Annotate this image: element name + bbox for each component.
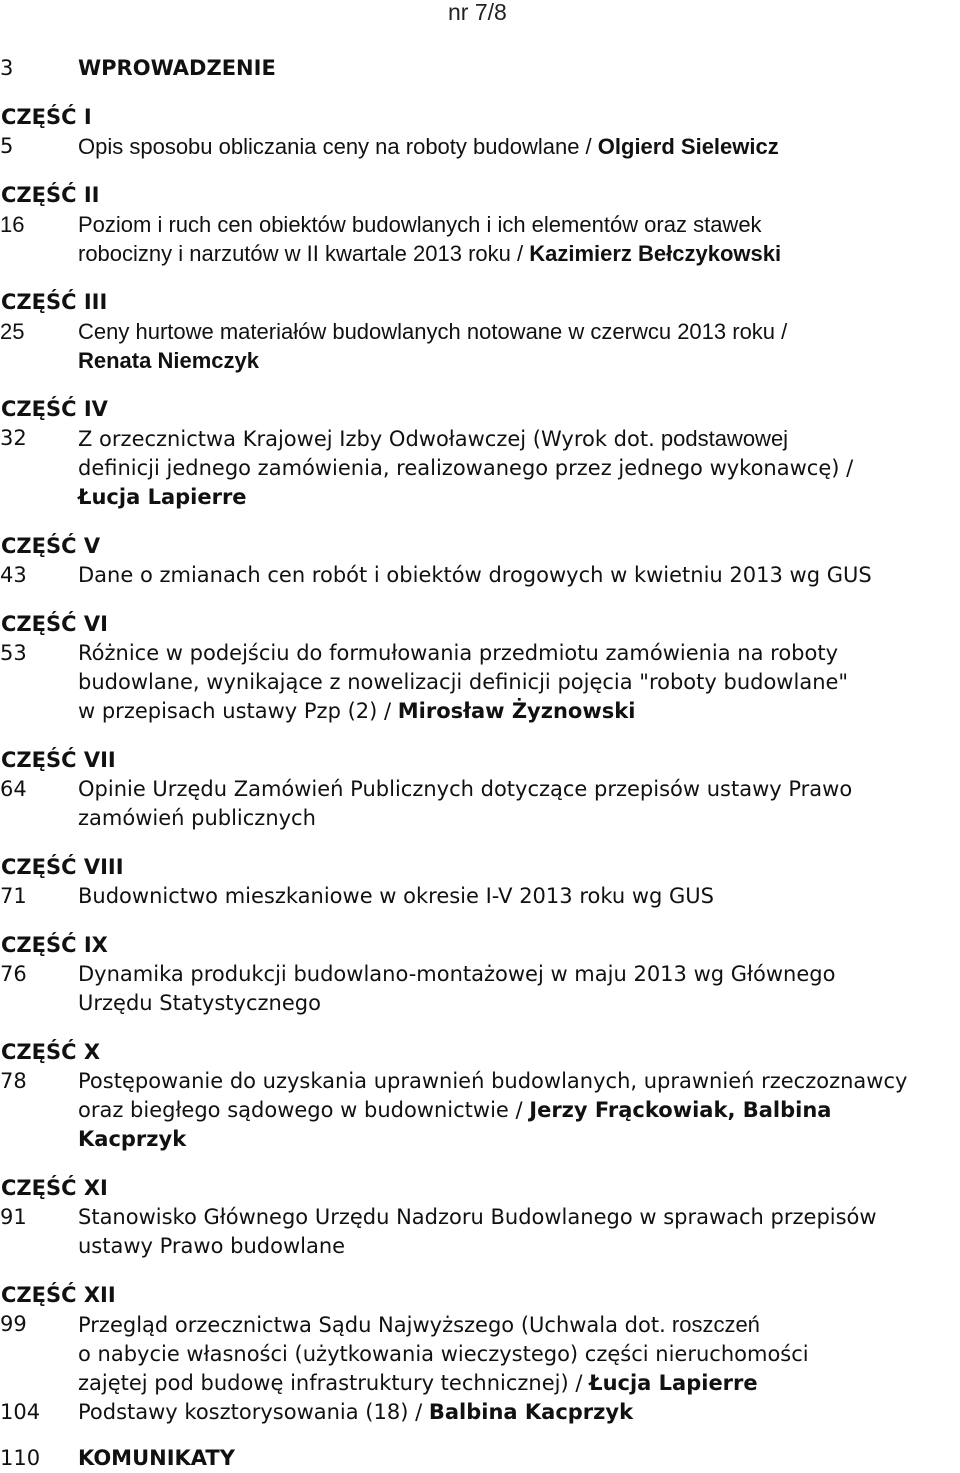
page-ref: 71 bbox=[0, 884, 27, 908]
toc-entry bbox=[0, 1067, 960, 1154]
toc-entry-intro bbox=[0, 54, 960, 83]
toc-entry bbox=[0, 1203, 960, 1261]
part-heading: CZĘŚĆ III bbox=[1, 290, 108, 314]
author: Łucja Lapierre bbox=[589, 1371, 758, 1395]
toc-entry bbox=[0, 775, 960, 833]
page-ref: 25 bbox=[0, 319, 25, 344]
part-heading: CZĘŚĆ VIII bbox=[1, 855, 124, 879]
part-heading: CZĘŚĆ II bbox=[1, 183, 100, 207]
entry-text: Poziom i ruch cen obiektów budowlanych i ich elementów oraz stawek robocizny i narzutów w II kwartale 2013 roku / Kazimierz Bełczykowski bbox=[78, 212, 782, 266]
part-heading: CZĘŚĆ XII bbox=[1, 1283, 116, 1307]
page-ref: 104 bbox=[0, 1400, 41, 1424]
part-heading: CZĘŚĆ I bbox=[1, 105, 92, 129]
part-heading: CZĘŚĆ XI bbox=[1, 1176, 108, 1200]
toc-entry bbox=[0, 1310, 960, 1398]
page-ref: 53 bbox=[0, 641, 27, 665]
page-ref: 76 bbox=[0, 962, 27, 986]
part-heading: CZĘŚĆ VII bbox=[1, 748, 116, 772]
toc-entry bbox=[0, 210, 960, 268]
toc-entry-final bbox=[0, 1444, 960, 1473]
page-ref: 32 bbox=[0, 426, 27, 450]
toc-entry bbox=[0, 639, 960, 726]
page-ref: 110 bbox=[0, 1446, 41, 1470]
page-ref: 16 bbox=[0, 212, 25, 237]
entry-text: Różnice w podejściu do formułowania przedmiotu zamówienia na roboty budowlane, wynikające z nowelizacji definicji pojęcia "roboty budowlane" w przepisach ustawy Pzp (2) / Mirosław Żyznowski bbox=[78, 641, 849, 723]
toc-entry bbox=[0, 424, 960, 512]
author: Balbina Kacprzyk bbox=[428, 1400, 634, 1424]
entry-text: Przegląd orzecznictwa Sądu Najwyższego (Uchwala dot. roszczeń o nabycie własności (użytkowania wieczystego) części nieruchomości zajętej pod budowę infrastruktury technicznej) / Łucja Lapierre bbox=[78, 1312, 809, 1395]
entry-text: Dane o zmianach cen robót i obiektów drogowych w kwietniu 2013 wg GUS bbox=[78, 563, 872, 587]
entry-text: Stanowisko Głównego Urzędu Nadzoru Budowlanego w sprawach przepisów ustawy Prawo budowlane bbox=[78, 1205, 877, 1258]
entry-text: Dynamika produkcji budowlano-montażowej w maju 2013 wg Głównego Urzędu Statystycznego bbox=[78, 962, 836, 1015]
part-heading: CZĘŚĆ IX bbox=[1, 933, 108, 957]
author: Łucja Lapierre bbox=[78, 485, 247, 509]
author: Renata Niemczyk bbox=[78, 348, 259, 373]
toc-entry bbox=[0, 317, 960, 375]
entry-text: Z orzecznictwa Krajowej Izby Odwoławczej (Wyrok dot. podstawowej definicji jednego zamówienia, realizowanego przez jednego wykonawcę) / Łucja Lapierre bbox=[78, 426, 854, 509]
entry-text: Opis sposobu obliczania ceny na roboty budowlane / Olgierd Sielewicz bbox=[78, 134, 779, 159]
toc-entry bbox=[0, 132, 960, 161]
author: Mirosław Żyznowski bbox=[397, 699, 636, 723]
page-ref: 43 bbox=[0, 563, 27, 587]
part-heading: CZĘŚĆ IV bbox=[1, 397, 108, 421]
author: Kazimierz Bełczykowski bbox=[529, 241, 782, 266]
page-ref: 99 bbox=[0, 1312, 27, 1336]
author: Olgierd Sielewicz bbox=[597, 134, 779, 159]
entry-title: WPROWADZENIE bbox=[78, 56, 276, 80]
entry-text: Podstawy kosztorysowania (18) / Balbina Kacprzyk bbox=[78, 1400, 634, 1424]
entry-title: KOMUNIKATY bbox=[78, 1446, 235, 1470]
page-number: nr 7/8 bbox=[448, 0, 507, 25]
page-ref: 5 bbox=[0, 134, 14, 158]
part-heading: CZĘŚĆ VI bbox=[1, 612, 108, 636]
toc-entry bbox=[0, 882, 960, 911]
entry-text: Postępowanie do uzyskania uprawnień budowlanych, uprawnień rzeczoznawcy oraz biegłego sądowego w budownictwie / Jerzy Frąckowiak, Balbina Kacprzyk bbox=[78, 1069, 908, 1151]
page-ref: 91 bbox=[0, 1205, 27, 1229]
page-ref: 78 bbox=[0, 1069, 27, 1093]
entry-text: Budownictwo mieszkaniowe w okresie I-V 2013 roku wg GUS bbox=[78, 884, 714, 908]
toc-entry bbox=[0, 960, 960, 1018]
page-ref: 64 bbox=[0, 777, 27, 801]
part-heading: CZĘŚĆ X bbox=[1, 1040, 101, 1064]
table-of-contents bbox=[0, 54, 960, 1473]
part-heading: CZĘŚĆ V bbox=[1, 534, 101, 558]
author: Jerzy Frąckowiak, Balbina bbox=[529, 1098, 832, 1122]
author: Kacprzyk bbox=[78, 1127, 187, 1151]
entry-text: Ceny hurtowe materiałów budowlanych notowane w czerwcu 2013 roku / Renata Niemczyk bbox=[78, 319, 788, 373]
entry-text: Opinie Urzędu Zamówień Publicznych dotyczące przepisów ustawy Prawo zamówień publicznych bbox=[78, 777, 853, 830]
page-ref: 3 bbox=[0, 56, 14, 80]
toc-entry bbox=[0, 1398, 960, 1427]
toc-entry bbox=[0, 561, 960, 590]
